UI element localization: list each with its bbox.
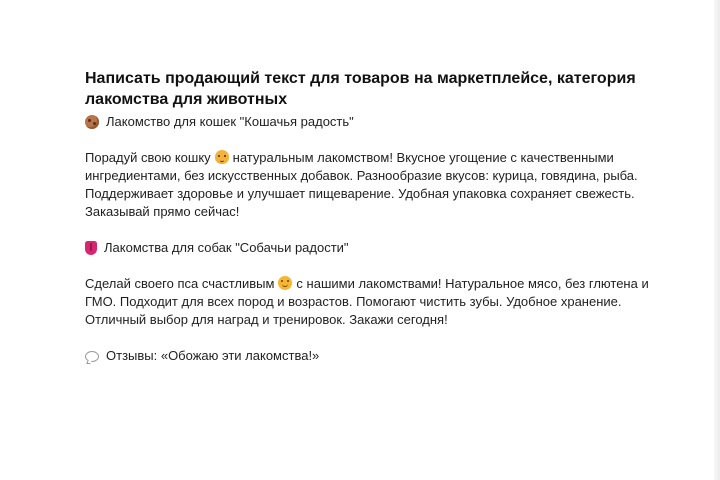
spacer	[85, 257, 665, 275]
document-body	[85, 68, 665, 365]
dog-product-heading-text: Лакомства для собак "Собачьи радости"	[104, 240, 349, 255]
cat-face-icon	[215, 150, 229, 164]
smiling-face-icon	[278, 276, 292, 290]
cookie-icon	[85, 115, 99, 129]
cat-product-heading-text: Лакомство для кошек "Кошачья радость"	[106, 114, 354, 129]
reviews-text: Отзывы: «Обожаю эти лакомства!»	[106, 348, 320, 363]
cat-product-description	[85, 149, 665, 221]
window-edge	[714, 0, 720, 480]
spacer	[85, 131, 665, 149]
cat-product-heading	[85, 113, 665, 131]
dog-description-start: Сделай своего пса счастливым	[85, 276, 275, 291]
dog-product-description	[85, 275, 665, 329]
cat-description-rest: натуральным лакомством! Вкусное угощение с качественными ингредиентами, без искусственных добавок. Разнообразие вкусов: курица, говядина, рыба. Поддерживает здоровье и улучшает пищеварение. Удобная упаковка сохраняет свежесть. Заказывай прямо сейчас!	[85, 150, 638, 219]
page-title: Написать продающий текст для товаров на маркетплейсе, категория лакомства для животных	[85, 70, 636, 108]
speech-bubble-icon	[85, 351, 99, 362]
dog-description-rest: с нашими лакомствами! Натуральное мясо, без глютена и ГМО. Подходит для всех пород и возрастов. Помогают чистить зубы. Удобное хранение. Отличный выбор для наград и тренировок. Закажи сегодня!	[85, 276, 649, 327]
spacer	[85, 329, 665, 347]
reviews-line	[85, 347, 665, 365]
tongue-icon	[85, 241, 97, 255]
dog-product-heading	[85, 239, 665, 257]
cat-description-start: Порадуй свою кошку	[85, 150, 211, 165]
spacer	[85, 221, 665, 239]
